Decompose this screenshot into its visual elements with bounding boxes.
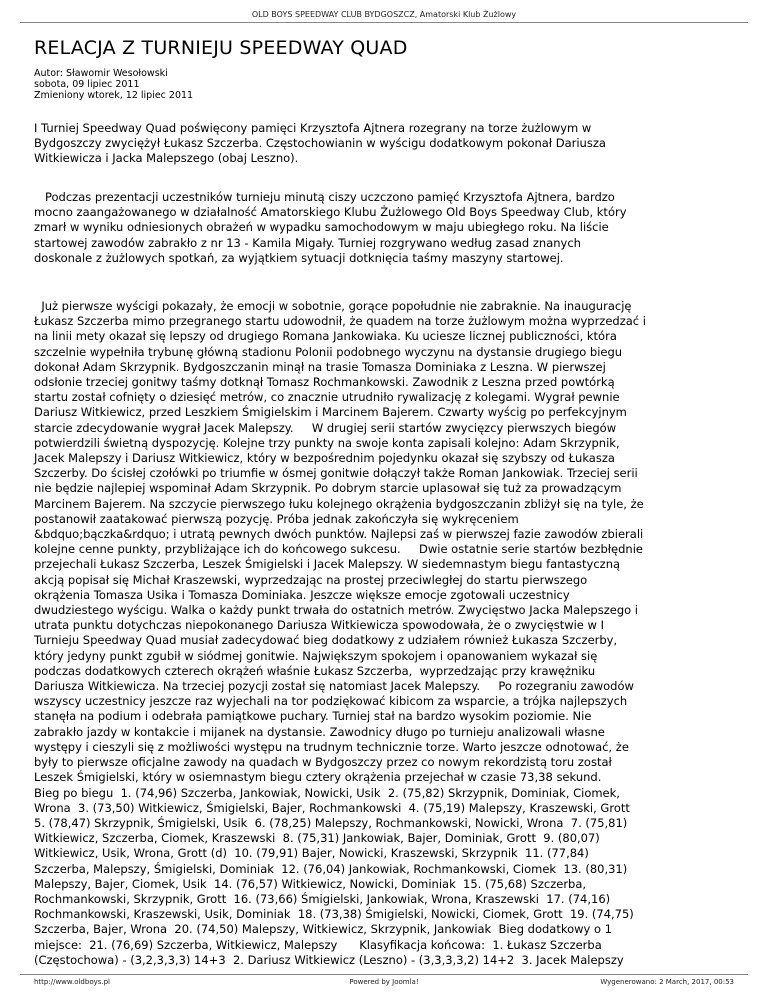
footer-powered-by: Powered by Joomla!: [349, 978, 419, 986]
article-modified: Zmieniony wtorek, 12 lipiec 2011: [34, 90, 194, 101]
article-date: sobota, 09 lipiec 2011: [34, 79, 140, 90]
article-paragraph-intro: I Turniej Speedway Quad poświęcony pamięci Krzysztofa Ajtnera rozegrany na torze żużlowym w Bydgoszczy zwyciężył Łukasz Szczerba. Częstochowianin w wyścigu dodatkowym pokonał Dariusza Witkiewicza i Jacka Malepszego (obaj Leszno).: [34, 121, 606, 166]
header-divider: [20, 22, 748, 23]
article-paragraph-race-report: Już pierwsze wyścigi pokazały, że emocji w sobotnie, gorące popołudnie nie zabraknie. Na inaugurację Łukasz Szczerba mimo przegranego startu udowodnił, że quadem na torze żużlowym można wyprzedzać i na linii mety okazał się lepszy od drugiego Romana Jankowiaka. Ku uciesze licznej publiczności, która szczelnie wypełniła trybunę główną stadionu Polonii podobnego wyczynu na dystansie drugiego biegu dokonał Adam Skrzypnik. Bydgoszczanin minął na trasie Tomasza Dominiaka z Leszna. W pierwszej odsłonie trzeciej gonitwy taśmy dotknął Tomasz Rochmankowski. Zawodnik z Leszna przed powtórką startu został cofnięty o dziesięć metrów, co znacznie utrudniło rywalizację z kolegami. Wygrał pewnie Dariusz Witkiewicz, przed Leszkiem Śmigielskim i Marcinem Bajerem. Czwarty wyścig po perfekcyjnym starcie zdecydowanie wygrał Jacek Malepszy. W drugiej serii startów zwycięzcy pierwszych biegów potwierdzili świetną dyspozycję. Kolejne trzy punkty na swoje konta zapisali kolejno: Adam Skrzypnik, Jacek Malepszy i Dariusz Witkiewicz, który w bezpośrednim pojedynku okazał się szybszy od Łukasza Szczerby. Do ścisłej czołówki po triumfie w ósmej gonitwie dołączył także Roman Jankowiak. Trzeciej serii nie będzie najlepiej wspominał Adam Skrzypnik. Po dobrym starcie uplasował się tuż za prowadzącym Marcinem Bajerem. Na szczycie pierwszego łuku kolejnego okrążenia bydgoszczanin zbliżył się na tyle, że postanowił zaatakować pierwszą pozycję. Próba jednak zakończyła się wykręceniem &bdquo;bączka&rdquo; i utratą pewnych dwóch punktów. Najlepsi zaś w pierwszej fazie zawodów zbierali kolejne cenne punkty, przybliżające ich do końcowego sukcesu. Dwie ostatnie serie startów bezbłędnie przejechali Łukasz Szczerba, Leszek Śmigielski i Jacek Malepszy. W siedemnastym biegu fantastyczną akcją popisał się Michał Kraszewski, wyprzedzając na prostej przeciwległej do startu pierwszego okrążenia Tomasza Usika i Tomasza Dominiaka. Jeszcze większe emocje zgotowali uczestnicy dwudziestego wyścigu. Walka o każdy punkt trwała do ostatnich metrów. Zwycięstwo Jacka Malepszego i utrata punktu dotychczas niepokonanego Dariusza Witkiewicza spowodowała, że o zwycięstwie w I Turnieju Speedway Quad musiał zadecydować bieg dodatkowy z udziałem również Łukasza Szczerby, który jedyny punkt zgubił w siódmej gonitwie. Największym spokojem i opanowaniem wykazał się podczas dodatkowych czterech okrążeń właśnie Łukasz Szczerba, wyprzedzając przy krawężniku Dariusza Witkiewicza. Na trzeciej pozycji został się natomiast Jacek Malepszy. Po rozegraniu zawodów wszyscy uczestnicy jeszcze raz wyjechali na tor podziękować kibicom za wsparcie, a trójka najlepszych stanęła na podium i odebrała pamiątkowe puchary. Turniej stał na bardzo wysokim poziomie. Nie zabrakło jazdy w kontakcie i mijanek na dystansie. Zawodnicy długo po turnieju analizowali własne występy i cieszyli się z możliwości występu na trudnym technicznie torze. Warto jeszcze odnotować, że były to pierwsze oficjalne zawody na quadach w Bydgoszczy przez co nowym rekordzistą toru został Leszek Śmigielski, który w osiemnastym biegu cztery okrążenia przejechał w czasie 73,38 sekund. Bieg po biegu 1. (74,96) Szczerba, Jankowiak, Nowicki, Usik 2. (75,82) Skrzypnik, Dominiak, Ciomek, Wrona 3. (73,50) Witkiewicz, Śmigielski, Bajer, Rochmankowski 4. (75,19) Malepszy, Kraszewski, Grott 5. (78,47) Skrzypnik, Śmigielski, Usik 6. (78,25) Malepszy, Rochmankowski, Nowicki, Wrona 7. (75,81) Witkiewicz, Szczerba, Ciomek, Kraszewski 8. (75,31) Jankowiak, Bajer, Dominiak, Grott 9. (80,07) Witkiewicz, Usik, Wrona, Grott (d) 10. (79,91) Bajer, Nowicki, Kraszewski, Skrzypnik 11. (77,84) Szczerba, Malepszy, Śmigielski, Dominiak 12. (76,04) Jankowiak, Rochmankowski, Ciomek 13. (80,31) Malepszy, Bajer, Ciomek, Usik 14. (76,57) Witkiewicz, Nowicki, Dominiak 15. (75,68) Szczerba, Rochmankowski, Skrzypnik, Grott 16. (73,66) Śmigielski, Jankowiak, Wrona, Kraszewski 17. (74,16) Rochmankowski, Kraszewski, Usik, Dominiak 18. (73,38) Śmigielski, Nowicki, Ciomek, Grott 19. (74,75) Szczerba, Bajer, Wrona 20. (74,50) Malepszy, Witkiewicz, Skrzypnik, Jankowiak Bieg dodatkowy o 1 miejsce: 21. (76,69) Szczerba, Witkiewicz, Malepszy Klasyfikacja końcowa: 1. Łukasz Szczerba (Częstochowa) - (3,2,3,3,3) 14+3 2. Dariusz Witkiewicz (Leszno) - (3,3,3,3,2) 14+2 3. Jacek Malepszy: [34, 299, 646, 967]
page-header: OLD BOYS SPEEDWAY CLUB BYDGOSZCZ, Amatorski Klub Żużlowy: [251, 10, 517, 19]
footer-generated-date: Wygenerowano: 2 March, 2017, 00:53: [600, 978, 734, 986]
article-meta: [34, 68, 193, 101]
article-title: RELACJA Z TURNIEJU SPEEDWAY QUAD: [34, 37, 408, 59]
footer-url-link[interactable]: http://www.oldboys.pl: [34, 978, 111, 986]
article-author: Autor: Sławomir Wesołowski: [34, 68, 168, 79]
footer-divider: [20, 974, 748, 975]
article-paragraph-presentation: Podczas prezentacji uczestników turnieju minutą ciszy uczczono pamięć Krzysztofa Ajtnera, bardzo mocno zaangażowanego w działalność Amatorskiego Klubu Żużlowego Old Boys Speedway Club, który zmarł w wyniku odniesionych obrażeń w wypadku samochodowym w maju ubiegłego roku. Na liście startowej zawodów zabrakło z nr 13 - Kamila Migały. Turniej rozgrywano według zasad znanych doskonale z żużlowych spotkań, za wyjątkiem sytuacji dotknięcia taśmy maszyny startowej.: [34, 190, 627, 265]
